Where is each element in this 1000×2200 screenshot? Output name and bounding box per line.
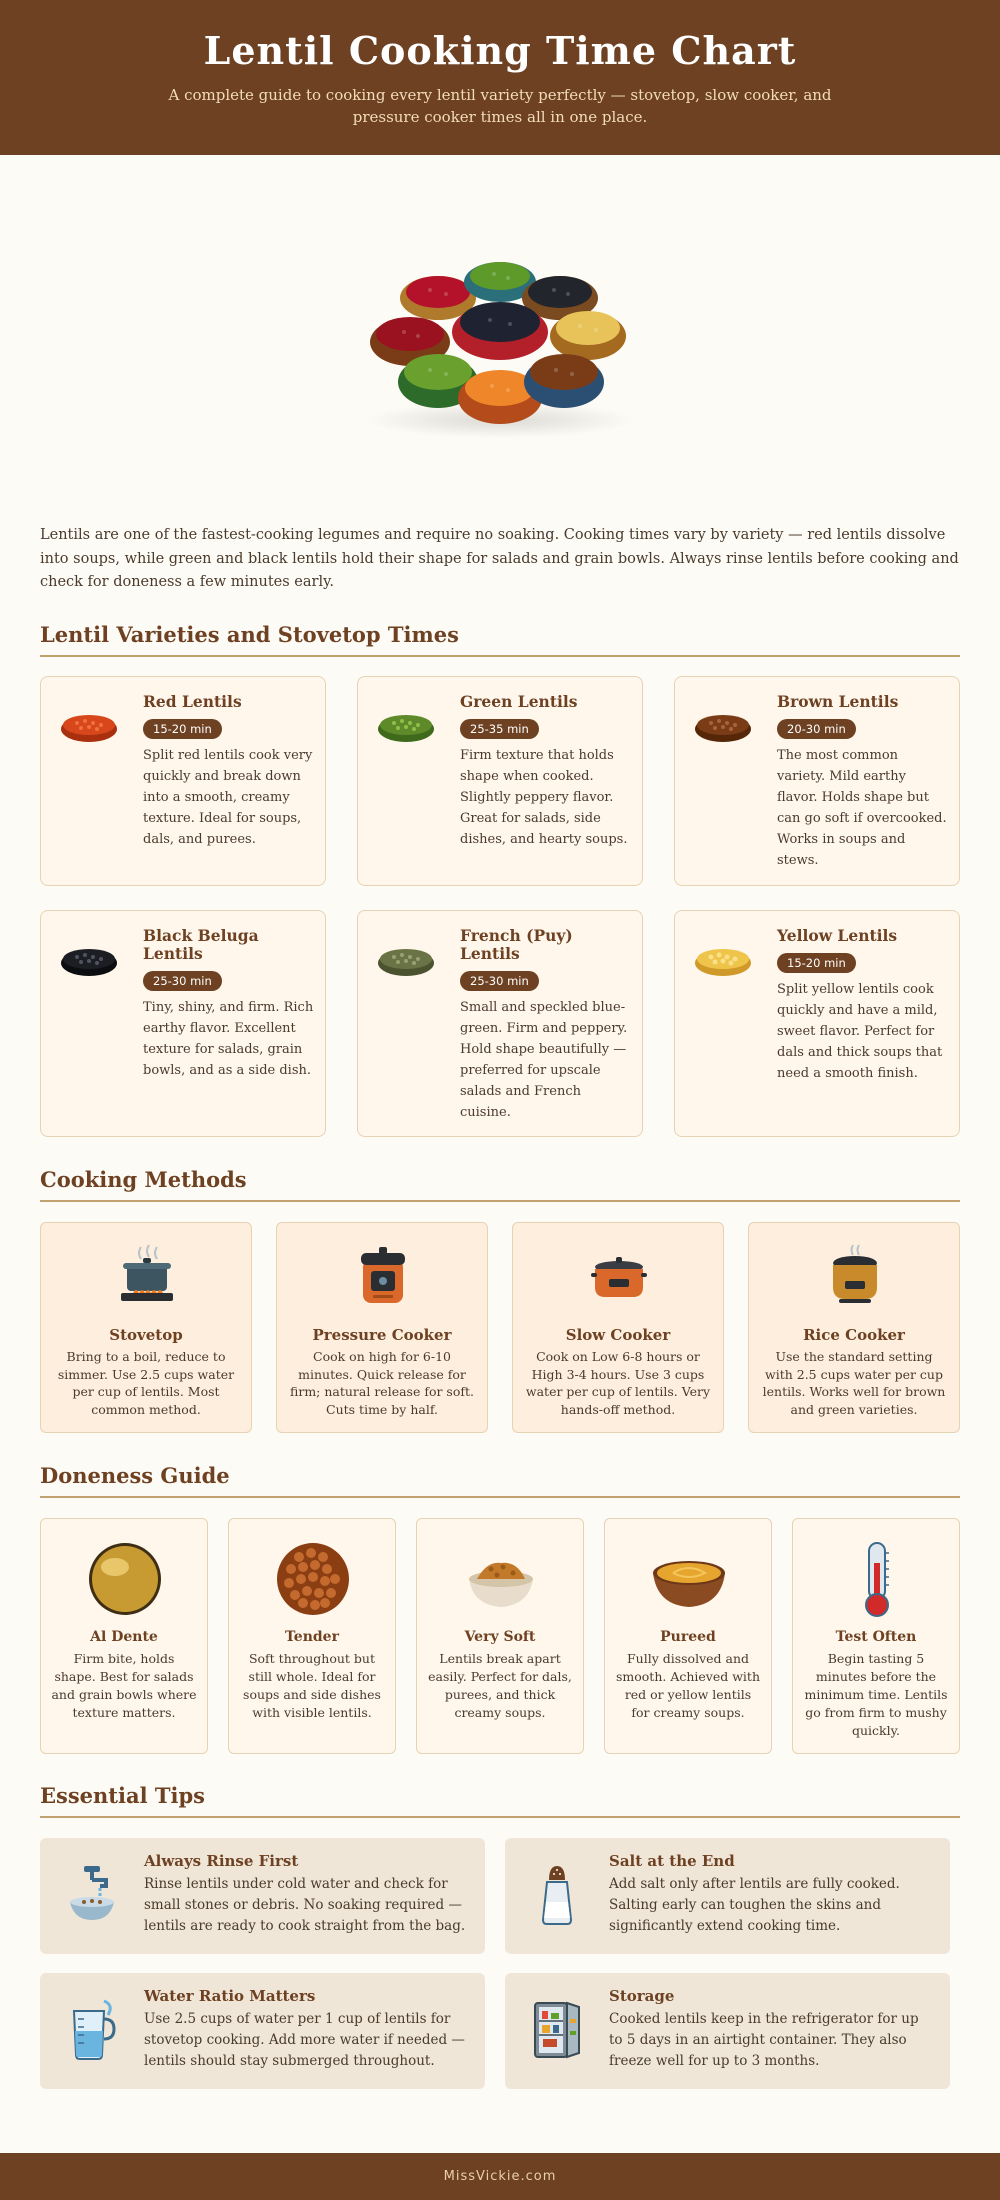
- variety-description: Firm texture that holds shape when cooked. Slightly peppery flavor. Great for salads, side dishes, and hearty soups.: [460, 748, 628, 847]
- page-header: [0, 0, 1000, 155]
- variety-description: Split red lentils cook very quickly and break down into a smooth, creamy texture. Ideal for soups, dals, and purees.: [143, 748, 313, 847]
- variety-card-black-beluga: [40, 910, 326, 1137]
- page-footer: [0, 2153, 1000, 2200]
- al-dente-lentil-icon: [85, 1539, 165, 1619]
- tip-description: Add salt only after lentils are fully cooked. Salting early can toughen the skins and significantly extend cooking time.: [609, 1876, 900, 1934]
- lentil-bowls-hero-image: [360, 250, 640, 440]
- doneness-title: Pureed: [660, 1629, 716, 1645]
- method-description: Cook on Low 6-8 hours or High 3-4 hours. Use 3 cups water per cup of lentils. Very hands-off method.: [525, 1349, 711, 1417]
- tip-card-rinse: [40, 1838, 485, 1954]
- section-title-tips: Essential Tips: [40, 1783, 960, 1818]
- method-title: Rice Cooker: [803, 1326, 905, 1344]
- brown-lentils-icon: [693, 705, 753, 745]
- doneness-card-tender: [228, 1518, 396, 1754]
- pressure-cooker-icon: [353, 1243, 413, 1308]
- red-lentils-icon: [59, 705, 119, 745]
- method-description: Bring to a boil, reduce to simmer. Use 2.5 cups water per cup of lentils. Most common method.: [57, 1349, 235, 1417]
- tip-title: Storage: [609, 1987, 675, 2005]
- doneness-card-al-dente: [40, 1518, 208, 1754]
- time-badge: 25-35 min: [460, 719, 539, 739]
- tip-description: Rinse lentils under cold water and check for small stones or debris. No soaking required — lentils are ready to cook straight from the bag.: [144, 1876, 466, 1934]
- tip-title: Always Rinse First: [144, 1852, 299, 1870]
- variety-description: Small and speckled blue-green. Firm and peppery. Hold shape beautifully — preferred for upscale salads and French cuisine.: [460, 1000, 628, 1120]
- puree-bowl-icon: [649, 1539, 729, 1619]
- variety-name: Red Lentils: [143, 692, 242, 711]
- variety-description: The most common variety. Mild earthy flavor. Holds shape but can go soft if overcooked. Works in soups and stews.: [777, 748, 947, 868]
- time-badge: 15-20 min: [777, 953, 856, 973]
- variety-name: Green Lentils: [460, 692, 578, 711]
- doneness-card-test-often: [792, 1518, 960, 1754]
- method-card-pressure-cooker: [276, 1222, 488, 1433]
- doneness-title: Tender: [285, 1629, 339, 1645]
- doneness-card-pureed: [604, 1518, 772, 1754]
- tip-description: Cooked lentils keep in the refrigerator for up to 5 days in an airtight container. They also freeze well for up to 3 months.: [609, 2011, 919, 2069]
- tip-title: Water Ratio Matters: [144, 1987, 316, 2005]
- doneness-card-very-soft: [416, 1518, 584, 1754]
- tip-card-water-ratio: [40, 1973, 485, 2089]
- tip-description: Use 2.5 cups of water per 1 cup of lentils for stovetop cooking. Add more water if needed — lentils should stay submerged throughout.: [144, 2011, 465, 2069]
- salt-shaker-icon: [529, 1862, 585, 1926]
- rinse-faucet-icon: [64, 1862, 120, 1926]
- method-description: Cook on high for 6-10 minutes. Quick release for firm; natural release for soft. Cuts time by half.: [290, 1349, 474, 1417]
- variety-name: Black Beluga Lentils: [143, 926, 259, 963]
- variety-name: Yellow Lentils: [777, 926, 898, 945]
- doneness-description: Fully dissolved and smooth. Achieved with red or yellow lentils for creamy soups.: [615, 1651, 761, 1720]
- time-badge: 15-20 min: [143, 719, 222, 739]
- tip-card-salt: [505, 1838, 950, 1954]
- variety-card-yellow: [674, 910, 960, 1137]
- method-card-slow-cooker: [512, 1222, 724, 1433]
- variety-card-green: [357, 676, 643, 886]
- time-badge: 25-30 min: [143, 971, 222, 991]
- footer-site-name: MissVickie.com: [443, 2169, 557, 2184]
- time-badge: 25-30 min: [460, 971, 539, 991]
- french-lentils-icon: [376, 939, 436, 979]
- doneness-title: Al Dente: [90, 1629, 158, 1645]
- doneness-description: Begin tasting 5 minutes before the minimum time. Lentils go from firm to mushy quickly.: [804, 1651, 948, 1738]
- page-subtitle: A complete guide to cooking every lentil variety perfectly — stovetop, slow cooker, and pressure cooker times all in one place.: [168, 86, 832, 126]
- variety-name: Brown Lentils: [777, 692, 899, 711]
- method-title: Stovetop: [109, 1326, 183, 1344]
- variety-description: Tiny, shiny, and firm. Rich earthy flavor. Excellent texture for salads, grain bowls, and as a side dish.: [143, 1000, 314, 1078]
- section-title-doneness: Doneness Guide: [40, 1463, 960, 1498]
- variety-description: Split yellow lentils cook quickly and have a mild, sweet flavor. Perfect for dals and thick soups that need a smooth finish.: [777, 982, 943, 1081]
- variety-card-french-puy: [357, 910, 643, 1137]
- method-title: Pressure Cooker: [312, 1326, 452, 1344]
- tip-card-storage: [505, 1973, 950, 2089]
- refrigerator-icon: [529, 1997, 585, 2061]
- method-card-rice-cooker: [748, 1222, 960, 1433]
- section-title-methods: Cooking Methods: [40, 1167, 960, 1202]
- doneness-title: Very Soft: [464, 1629, 536, 1645]
- tender-lentils-icon: [273, 1539, 353, 1619]
- black-lentils-icon: [59, 939, 119, 979]
- method-title: Slow Cooker: [565, 1326, 671, 1344]
- measuring-cup-icon: [64, 1997, 120, 2061]
- method-card-stovetop: [40, 1222, 252, 1433]
- doneness-title: Test Often: [835, 1629, 917, 1645]
- variety-name: French (Puy) Lentils: [460, 926, 573, 963]
- page-title: Lentil Cooking Time Chart: [203, 28, 797, 73]
- slow-cooker-icon: [589, 1243, 649, 1308]
- doneness-description: Soft throughout but still whole. Ideal for soups and side dishes with visible lentils.: [243, 1651, 381, 1720]
- green-lentils-icon: [376, 705, 436, 745]
- method-description: Use the standard setting with 2.5 cups water per cup lentils. Works well for brown and green varieties.: [762, 1349, 946, 1417]
- variety-card-red: [40, 676, 326, 886]
- intro-paragraph: Lentils are one of the fastest-cooking legumes and require no soaking. Cooking times vary by variety — red lentils dissolve into soups, while green and black lentils hold their shape for salads and grain bowls. Always rinse lentils before cooking and check for doneness a few minutes early.: [40, 527, 959, 590]
- time-badge: 20-30 min: [777, 719, 856, 739]
- thermometer-icon: [837, 1539, 917, 1619]
- tip-title: Salt at the End: [609, 1852, 735, 1870]
- rice-cooker-icon: [825, 1243, 885, 1308]
- section-title-varieties: Lentil Varieties and Stovetop Times: [40, 622, 960, 657]
- doneness-description: Firm bite, holds shape. Best for salads and grain bowls where texture matters.: [51, 1651, 197, 1720]
- variety-card-brown: [674, 676, 960, 886]
- yellow-lentils-icon: [693, 939, 753, 979]
- very-soft-bowl-icon: [461, 1539, 541, 1619]
- doneness-description: Lentils break apart easily. Perfect for dals, purees, and thick creamy soups.: [428, 1651, 572, 1720]
- stovetop-pot-icon: [117, 1243, 177, 1308]
